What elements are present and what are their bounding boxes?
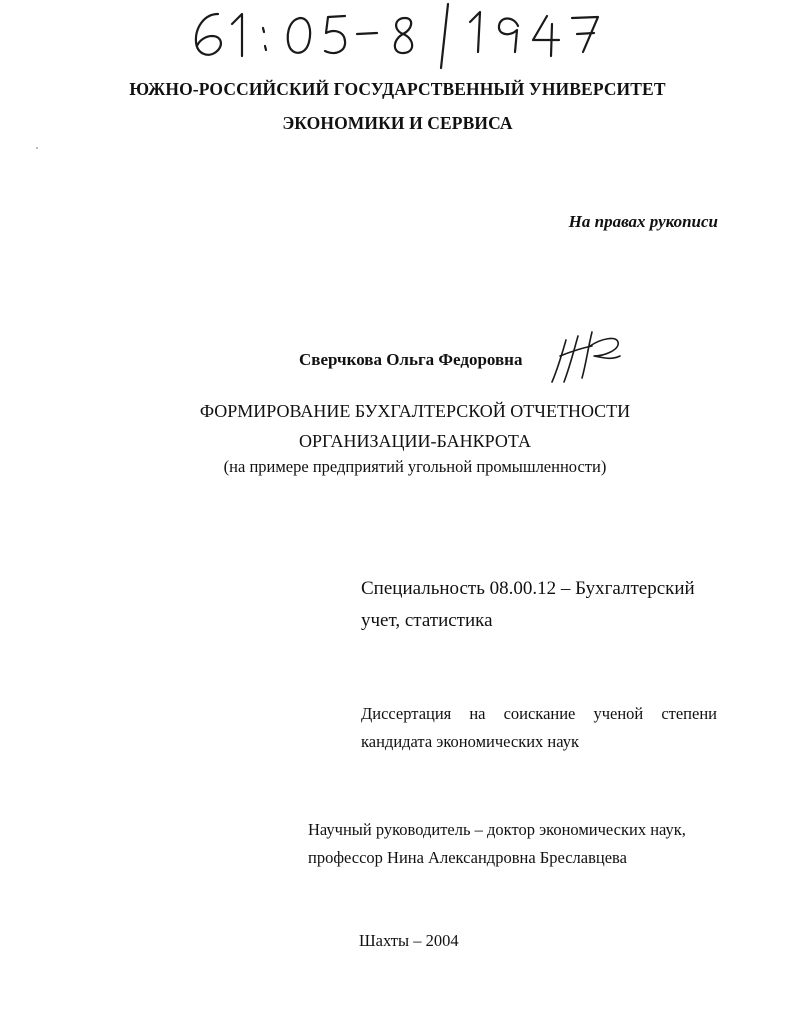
specialty-line2: учет, статистика (361, 610, 493, 631)
scan-speck (36, 147, 38, 149)
university-name (0, 72, 795, 140)
supervisor-line2: профессор Нина Александровна Бреславцева (308, 848, 627, 867)
degree-line1: Диссертация на соискание ученой степени (361, 704, 717, 723)
title-line1: ФОРМИРОВАНИЕ БУХГАЛТЕРСКОЙ ОТЧЕТНОСТИ (199, 401, 631, 421)
title-line2: ОРГАНИЗАЦИИ-БАНКРОТА (299, 431, 531, 451)
university-name-line2: ЭКОНОМИКИ И СЕРВИСА (282, 113, 513, 133)
dissertation-title (0, 396, 795, 456)
dissertation-subtitle: (на примере предприятий угольной промышленности) (223, 457, 607, 476)
author-name: Сверчкова Ольга Федоровна (299, 350, 523, 369)
specialty-block (361, 573, 721, 637)
supervisor-line1: Научный руководитель – доктор экономических наук, (308, 820, 686, 839)
specialty-line1: Специальность 08.00.12 – Бухгалтерский (361, 578, 695, 599)
degree-block (361, 700, 717, 756)
rights-note: На правах рукописи (568, 212, 718, 231)
handwritten-catalog-number (0, 0, 640, 70)
supervisor-block (308, 816, 686, 872)
degree-line2: кандидата экономических наук (361, 732, 580, 751)
handwritten-number-drawing (0, 0, 640, 70)
university-name-line1: ЮЖНО-РОССИЙСКИЙ ГОСУДАРСТВЕННЫЙ УНИВЕРСИТЕТ (129, 79, 666, 99)
author-signature (548, 326, 628, 388)
city-year: Шахты – 2004 (359, 931, 459, 950)
